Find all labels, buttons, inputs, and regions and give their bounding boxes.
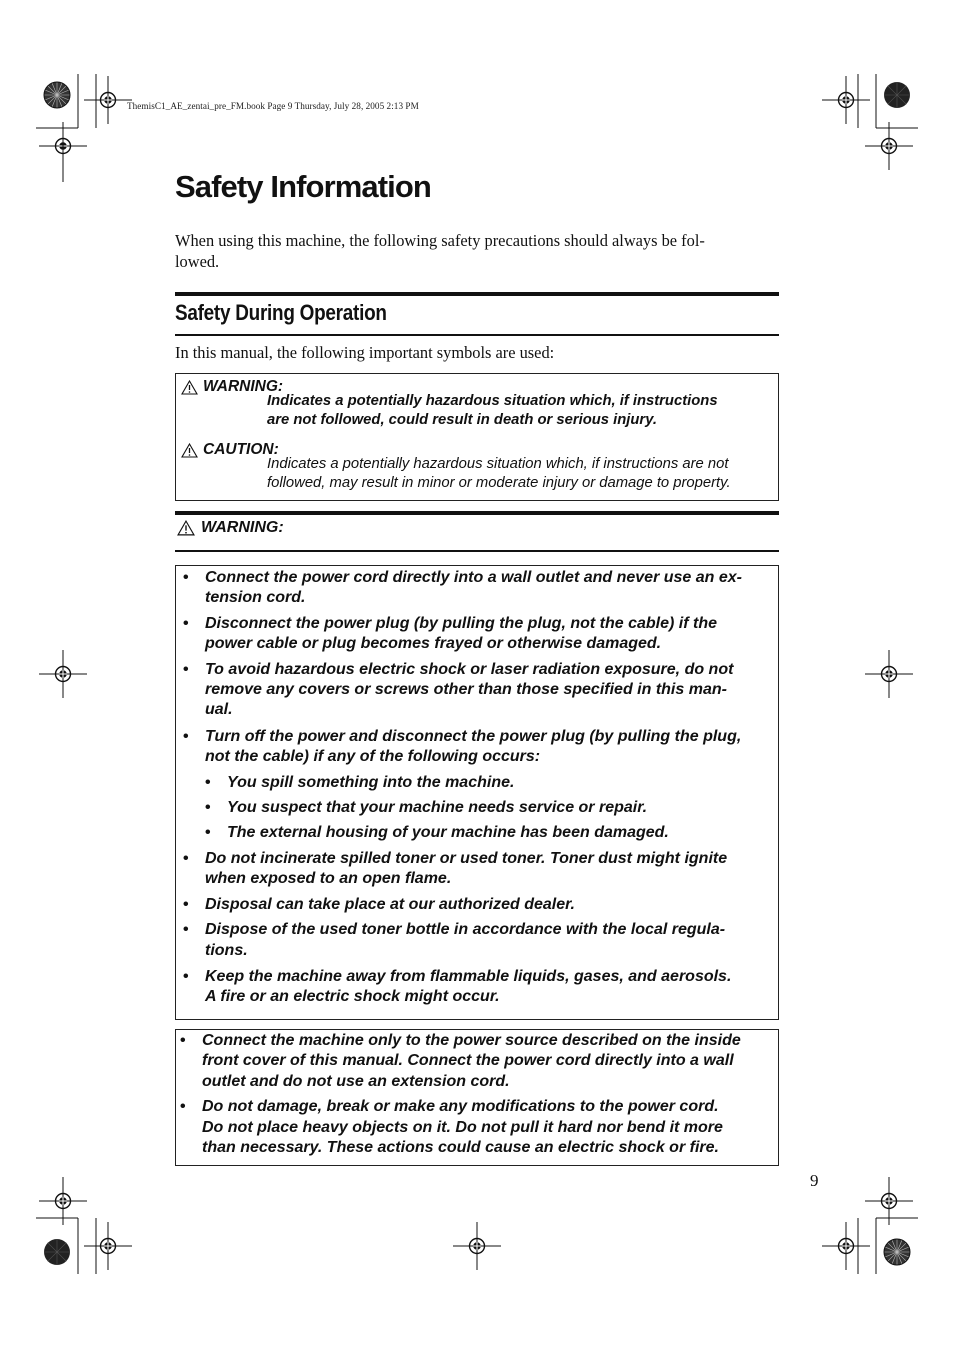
bullet: •	[180, 1032, 186, 1049]
warning-desc-line-1: Indicates a potentially hazardous situation which, if instructions	[267, 393, 718, 409]
list-item: • Keep the machine away from flammable liquids, gases, and aerosols. A fire or an electric shock might occur.	[183, 967, 732, 1006]
page-title: Safety Information	[175, 169, 431, 204]
caution-desc-line-1: Indicates a potentially hazardous situation which, if instructions are not	[267, 456, 729, 472]
bullet: •	[183, 660, 189, 678]
bullet: •	[183, 569, 189, 586]
intro-paragraph	[175, 231, 781, 272]
list-item: • Dispose of the used toner bottle in accordance with the local regula- tions.	[183, 921, 726, 959]
sub-list-item: • You spill something into the machine.	[227, 773, 775, 793]
caution-term-label: CAUTION:	[203, 441, 279, 458]
warning-triangle-icon	[181, 380, 198, 395]
warning-list-2	[180, 1031, 776, 1158]
list-item: • Connect the power cord directly into a wall outlet and never use an ex- tension cord.	[183, 569, 742, 607]
list-item: • Disposal can take place at our authorized dealer.	[205, 895, 775, 915]
warning-list-1	[183, 568, 775, 1008]
bullet: •	[183, 967, 189, 985]
section-rule-top	[175, 292, 779, 296]
section-rule-bottom	[175, 334, 779, 336]
warning-desc-line-2: are not followed, could result in death or serious injury.	[267, 412, 657, 428]
bullet: •	[183, 921, 189, 939]
symbols-legend-box	[175, 373, 779, 501]
bullet: •	[183, 849, 189, 867]
intro-line-1: When using this machine, the following safety precautions should always be fol-	[175, 231, 705, 250]
warning-rule-top	[175, 511, 779, 515]
warning-box-2	[175, 1029, 779, 1166]
caution-triangle-icon	[181, 443, 198, 458]
sub-list-item: • You suspect that your machine needs service or repair.	[227, 798, 775, 818]
sub-list-item: • The external housing of your machine has been damaged.	[227, 823, 775, 843]
bullet: •	[205, 824, 211, 842]
warning-term-label: WARNING:	[203, 378, 284, 395]
bullet: •	[183, 614, 189, 632]
warning-description	[267, 392, 762, 430]
sub-list	[205, 773, 775, 844]
list-item: • Connect the machine only to the power source described on the inside front cover of this manual. Connect the power cord directly into a wall outlet and do not use an extension cord.	[180, 1032, 741, 1090]
intro-line-2: lowed.	[175, 251, 220, 271]
warning-rule-bottom	[175, 550, 779, 552]
section-title: Safety During Operation	[175, 300, 387, 325]
warning-heading	[177, 519, 284, 537]
warning-box-1	[175, 565, 779, 1020]
page-number: 9	[810, 1171, 819, 1190]
bullet: •	[205, 773, 211, 791]
caution-description	[267, 455, 762, 493]
list-item: • Do not damage, break or make any modifications to the power cord. Do not place heavy objects on it. Do not pull it hard nor bend it more than necessary. These actions could cause an electric shock or fire.	[180, 1098, 723, 1157]
caution-desc-line-2: followed, may result in minor or moderate injury or damage to property.	[267, 475, 731, 491]
bullet: •	[183, 895, 189, 913]
list-item: • Disconnect the power plug (by pulling the plug, not the cable) if the power cable or plug becomes frayed or otherwise damaged.	[183, 614, 717, 653]
bullet: •	[183, 727, 189, 745]
caution-term	[181, 441, 279, 459]
list-item: • To avoid hazardous electric shock or laser radiation exposure, do not remove any covers or screws other than those specified in this man- ual.	[183, 660, 734, 719]
list-item: • Turn off the power and disconnect the power plug (by pulling the plug, not the cable) if any of the following occurs: • You spill something into the machine. • You suspect that your machine needs service or repair. • The external housing of your machine has been damaged.	[205, 727, 775, 844]
bullet: •	[180, 1098, 186, 1116]
list-item: • Do not incinerate spilled toner or used toner. Toner dust might ignite when exposed to an open flame.	[183, 849, 728, 888]
print-header-info: ThemisC1_AE_zentai_pre_FM.book Page 9 Thursday, July 28, 2005 2:13 PM	[127, 101, 419, 111]
bullet: •	[205, 799, 211, 817]
warning-heading-label: WARNING:	[201, 519, 284, 536]
warning-triangle-icon	[177, 520, 195, 536]
symbols-lead-text: In this manual, the following important symbols are used:	[175, 343, 555, 362]
